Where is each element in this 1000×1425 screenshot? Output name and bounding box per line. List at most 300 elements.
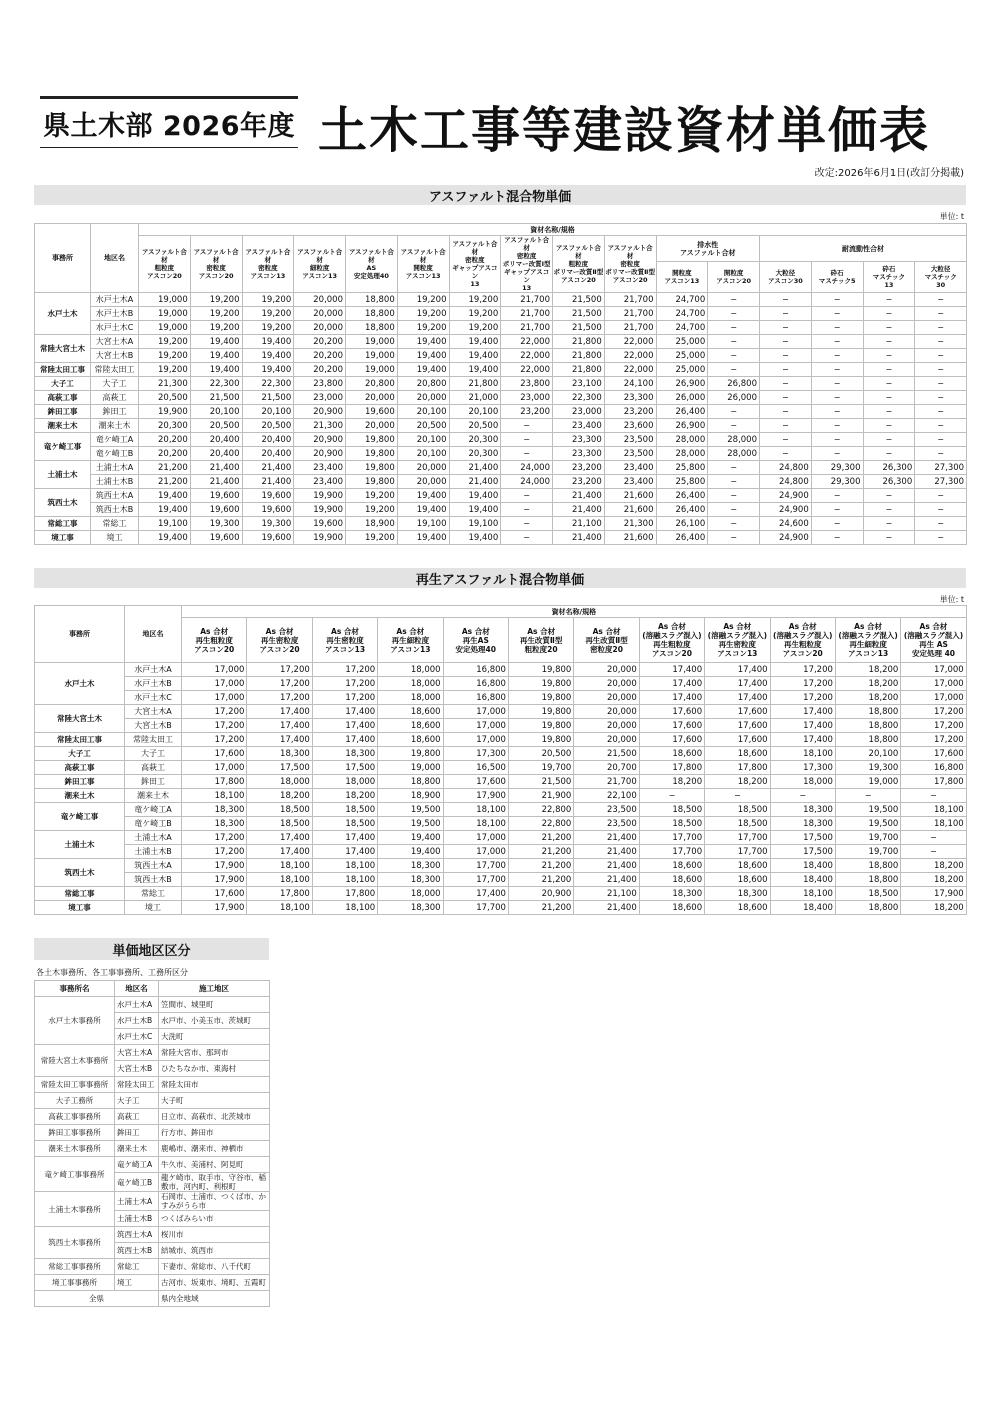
price-cell: 19,800	[378, 747, 443, 761]
price-cell: 19,200	[242, 307, 294, 321]
price-cell: 17,900	[182, 859, 247, 873]
price-cell: 21,800	[553, 335, 605, 349]
price-cell: −	[915, 349, 967, 363]
regions-section-title: 単価地区区分	[34, 938, 269, 960]
price-cell: 18,300	[378, 901, 443, 915]
price-cell: 19,400	[449, 335, 501, 349]
region-office-cell: 境工事事務所	[35, 1275, 115, 1291]
price-cell: 21,400	[574, 901, 639, 915]
office-cell: 常陸大宮土木	[35, 335, 91, 363]
price-cell: −	[708, 489, 760, 503]
price-cell: −	[760, 349, 812, 363]
price-cell: 18,100	[770, 887, 835, 901]
price-cell: 17,800	[182, 775, 247, 789]
price-cell: 17,200	[901, 705, 966, 719]
price-cell: 19,400	[397, 335, 449, 349]
price-cell: 18,300	[770, 817, 835, 831]
price-cell: −	[811, 307, 863, 321]
table-row	[35, 747, 967, 761]
price-cell: 19,600	[242, 489, 294, 503]
price-cell: 17,400	[247, 705, 312, 719]
price-cell: 18,300	[770, 803, 835, 817]
price-cell: 22,000	[501, 349, 553, 363]
price-cell: 21,100	[553, 517, 605, 531]
region-office-cell: 潮来土木事務所	[35, 1141, 115, 1157]
price-cell: −	[501, 447, 553, 461]
price-cell: −	[915, 335, 967, 349]
price-cell: 17,400	[639, 663, 704, 677]
asphalt-section-title: アスファルト混合物単価	[34, 185, 966, 205]
table-row	[35, 845, 967, 859]
price-cell: 23,400	[604, 475, 656, 489]
price-cell: 24,700	[656, 307, 708, 321]
price-cell: 21,500	[242, 391, 294, 405]
price-cell: −	[501, 489, 553, 503]
price-cell: 20,000	[294, 307, 346, 321]
table-row	[35, 719, 967, 733]
price-cell: 25,800	[656, 475, 708, 489]
price-cell: 19,400	[242, 335, 294, 349]
price-cell: 19,800	[346, 461, 398, 475]
recycled-unit-label: 単位: t	[939, 595, 964, 604]
price-cell: 21,400	[553, 489, 605, 503]
price-cell: 19,200	[242, 293, 294, 307]
price-cell: −	[901, 831, 966, 845]
price-cell: 17,500	[770, 831, 835, 845]
price-cell: 21,500	[508, 775, 573, 789]
price-cell: 18,500	[247, 803, 312, 817]
price-cell: 19,000	[139, 321, 191, 335]
price-cell: 21,700	[501, 293, 553, 307]
price-cell: 21,700	[501, 307, 553, 321]
price-cell: 18,500	[639, 803, 704, 817]
price-cell: 18,300	[378, 873, 443, 887]
region-row	[35, 1093, 270, 1109]
price-cell: 21,400	[190, 475, 242, 489]
region-row-all	[35, 1291, 270, 1307]
price-cell: 21,800	[449, 377, 501, 391]
region-row	[35, 1141, 270, 1157]
col-header-material: As 合材 (溶融スラグ混入) 再生粗粒度 アスコン20	[770, 618, 835, 663]
price-cell: 20,500	[139, 391, 191, 405]
office-cell: 常陸大宮土木	[35, 705, 125, 733]
price-cell: 20,400	[190, 433, 242, 447]
price-cell: 18,000	[378, 677, 443, 691]
col-header-area: 地区名	[125, 606, 182, 663]
price-cell: 23,400	[553, 419, 605, 433]
price-cell: −	[708, 475, 760, 489]
col-header-material: As 合材 再生改質Ⅱ型 粗粒度20	[508, 618, 573, 663]
price-cell: 21,600	[604, 489, 656, 503]
region-towns-cell: 水戸市、小美玉市、茨城町	[159, 1013, 270, 1029]
price-cell: 19,200	[139, 349, 191, 363]
area-cell: 竜ケ崎工A	[125, 803, 182, 817]
price-cell: 18,600	[639, 901, 704, 915]
col-header-material-group: 資材名称/規格	[182, 606, 967, 618]
region-office-cell: 水戸土木事務所	[35, 997, 115, 1045]
price-cell: 17,500	[770, 845, 835, 859]
area-cell: 水戸土木B	[125, 677, 182, 691]
price-cell: 19,700	[835, 831, 900, 845]
price-cell: 20,000	[294, 321, 346, 335]
price-cell: −	[811, 433, 863, 447]
price-cell: −	[915, 363, 967, 377]
price-cell: 17,200	[247, 691, 312, 705]
price-cell: 20,000	[294, 293, 346, 307]
price-cell: 26,400	[656, 405, 708, 419]
price-cell: 20,900	[294, 447, 346, 461]
price-cell: 21,600	[604, 503, 656, 517]
price-cell: 17,200	[312, 691, 377, 705]
region-area-cell: 大宮土木A	[115, 1045, 159, 1061]
price-cell: 17,800	[705, 761, 770, 775]
price-cell: 21,900	[508, 789, 573, 803]
price-cell: 23,500	[574, 803, 639, 817]
region-area-cell: 竜ケ崎工A	[115, 1157, 159, 1173]
table-row	[35, 489, 967, 503]
price-cell: 20,300	[449, 433, 501, 447]
price-cell: 17,700	[639, 845, 704, 859]
region-office-cell: 筑西土木事務所	[35, 1227, 115, 1259]
price-cell: −	[863, 531, 915, 545]
regions-note: 各土木事務所、各工事事務所、工務所区分	[36, 968, 188, 977]
price-cell: −	[811, 335, 863, 349]
price-cell: 17,400	[312, 845, 377, 859]
col-header-drainage-group: 排水性 アスファルト合材	[656, 236, 760, 262]
price-cell: 17,600	[705, 705, 770, 719]
price-cell: 20,000	[346, 391, 398, 405]
area-cell: 竜ケ崎工B	[125, 817, 182, 831]
office-cell: 境工事	[35, 531, 91, 545]
area-cell: 大宮土木B	[125, 719, 182, 733]
price-cell: 19,800	[508, 691, 573, 705]
price-cell: 20,900	[508, 887, 573, 901]
col-header-office: 事務所	[35, 224, 91, 293]
price-cell: 23,000	[294, 391, 346, 405]
price-cell: 17,600	[182, 747, 247, 761]
region-row	[35, 1077, 270, 1093]
price-cell: 22,000	[604, 349, 656, 363]
price-cell: 18,800	[835, 719, 900, 733]
price-cell: 19,200	[449, 293, 501, 307]
price-cell: 19,400	[139, 503, 191, 517]
price-cell: 19,200	[190, 307, 242, 321]
price-cell: 23,300	[553, 447, 605, 461]
table-row	[35, 517, 967, 531]
col-header-material: As 合材 (溶融スラグ混入) 再生密粒度 アスコン13	[705, 618, 770, 663]
price-cell: 19,800	[508, 663, 573, 677]
price-cell: 26,400	[656, 489, 708, 503]
region-towns-cell: つくばみらい市	[159, 1211, 270, 1227]
price-cell: 24,000	[501, 461, 553, 475]
price-cell: 16,800	[443, 677, 508, 691]
price-cell: 19,600	[190, 531, 242, 545]
price-cell: 18,200	[835, 663, 900, 677]
price-cell: −	[863, 321, 915, 335]
price-cell: 18,600	[705, 873, 770, 887]
price-cell: 18,300	[247, 747, 312, 761]
price-cell: 21,700	[501, 321, 553, 335]
price-cell: 19,900	[294, 531, 346, 545]
area-cell: 常陸太田工	[91, 363, 139, 377]
office-cell: 竜ケ崎工事	[35, 803, 125, 831]
region-area-cell: 土浦土木B	[115, 1211, 159, 1227]
price-cell: 28,000	[656, 447, 708, 461]
price-cell: 19,400	[397, 531, 449, 545]
price-cell: −	[863, 349, 915, 363]
price-cell: 26,800	[708, 377, 760, 391]
price-cell: 23,300	[553, 433, 605, 447]
price-cell: 24,900	[760, 531, 812, 545]
region-office-cell: 常総工事事務所	[35, 1259, 115, 1275]
price-cell: 19,400	[449, 531, 501, 545]
price-cell: 21,300	[294, 419, 346, 433]
price-cell: 20,100	[397, 433, 449, 447]
price-cell: 17,400	[705, 663, 770, 677]
col-header-material: As 合材 再生細粒度 アスコン13	[378, 618, 443, 663]
price-cell: −	[501, 517, 553, 531]
table-row	[35, 321, 967, 335]
price-cell: −	[705, 789, 770, 803]
price-cell: 18,600	[378, 705, 443, 719]
price-cell: 17,200	[901, 733, 966, 747]
price-cell: −	[863, 363, 915, 377]
price-cell: −	[915, 391, 967, 405]
price-cell: −	[863, 377, 915, 391]
table-row	[35, 531, 967, 545]
price-cell: −	[915, 419, 967, 433]
price-cell: 18,400	[770, 901, 835, 915]
region-office-cell: 土浦土木事務所	[35, 1192, 115, 1227]
region-towns-cell: 古河市、坂東市、境町、五霞町	[159, 1275, 270, 1291]
price-cell: 18,000	[247, 775, 312, 789]
price-cell: 17,000	[443, 705, 508, 719]
price-cell: −	[708, 531, 760, 545]
price-cell: 18,500	[639, 817, 704, 831]
price-cell: 18,200	[901, 859, 966, 873]
price-cell: 25,800	[656, 461, 708, 475]
price-cell: −	[708, 405, 760, 419]
region-row	[35, 1259, 270, 1275]
price-cell: −	[760, 433, 812, 447]
region-all-office: 全県	[35, 1291, 159, 1307]
table-row	[35, 775, 967, 789]
price-cell: 17,400	[705, 691, 770, 705]
price-cell: 21,600	[604, 531, 656, 545]
price-cell: 23,500	[604, 447, 656, 461]
price-cell: 21,700	[574, 775, 639, 789]
price-cell: 17,300	[770, 761, 835, 775]
price-cell: 18,800	[346, 307, 398, 321]
price-cell: 17,200	[182, 719, 247, 733]
price-cell: −	[915, 293, 967, 307]
price-cell: 23,100	[553, 377, 605, 391]
price-cell: 23,600	[604, 419, 656, 433]
price-cell: 20,500	[397, 419, 449, 433]
price-cell: 17,400	[312, 831, 377, 845]
recycled-price-table	[34, 605, 967, 915]
price-cell: 17,600	[639, 733, 704, 747]
region-towns-cell: 大洗町	[159, 1029, 270, 1045]
price-cell: 17,600	[182, 887, 247, 901]
office-cell: 筑西土木	[35, 489, 91, 517]
price-cell: 21,500	[553, 307, 605, 321]
price-cell: 19,400	[378, 831, 443, 845]
price-cell: 19,200	[346, 531, 398, 545]
price-cell: 21,400	[574, 831, 639, 845]
price-cell: −	[915, 503, 967, 517]
price-cell: 19,500	[835, 817, 900, 831]
price-cell: 17,300	[443, 747, 508, 761]
price-cell: 22,800	[508, 817, 573, 831]
price-cell: 19,400	[139, 489, 191, 503]
price-cell: 21,400	[449, 461, 501, 475]
price-cell: 17,600	[901, 747, 966, 761]
price-cell: 18,000	[770, 775, 835, 789]
table-row	[35, 677, 967, 691]
price-cell: 19,200	[242, 321, 294, 335]
price-cell: 23,500	[574, 817, 639, 831]
price-cell: −	[708, 517, 760, 531]
price-cell: −	[708, 419, 760, 433]
price-cell: 18,800	[378, 775, 443, 789]
price-cell: 16,800	[443, 691, 508, 705]
price-cell: 23,200	[604, 405, 656, 419]
price-cell: 17,900	[182, 873, 247, 887]
region-office-cell: 竜ケ崎工事事務所	[35, 1157, 115, 1192]
price-cell: 22,300	[553, 391, 605, 405]
area-cell: 筑西土木A	[91, 489, 139, 503]
price-cell: −	[760, 447, 812, 461]
price-cell: 26,300	[863, 461, 915, 475]
price-cell: −	[915, 377, 967, 391]
price-cell: 17,400	[247, 719, 312, 733]
page-title: 土木工事等建設資材単価表	[318, 102, 931, 159]
price-cell: −	[708, 307, 760, 321]
price-cell: 23,000	[501, 391, 553, 405]
area-cell: 水戸土木C	[91, 321, 139, 335]
table-row	[35, 461, 967, 475]
col-header-material: アスファルト合材 密粒度 ギャップアスコン 13	[449, 236, 501, 293]
price-cell: 17,000	[443, 733, 508, 747]
price-cell: −	[770, 789, 835, 803]
price-cell: −	[760, 405, 812, 419]
price-cell: −	[501, 433, 553, 447]
price-cell: 18,200	[835, 677, 900, 691]
price-cell: 17,400	[312, 719, 377, 733]
price-cell: 19,200	[190, 293, 242, 307]
price-cell: −	[811, 293, 863, 307]
price-cell: 17,400	[770, 705, 835, 719]
price-cell: 18,100	[312, 901, 377, 915]
price-cell: 18,900	[346, 517, 398, 531]
table-row	[35, 349, 967, 363]
region-area-cell: 土浦土木A	[115, 1192, 159, 1211]
price-cell: −	[708, 335, 760, 349]
price-cell: 18,800	[835, 873, 900, 887]
col-header-material: 砕石 マスチック 13	[863, 262, 915, 293]
price-cell: 20,100	[835, 747, 900, 761]
price-cell: 19,400	[449, 363, 501, 377]
price-cell: 18,800	[346, 321, 398, 335]
area-cell: 竜ケ崎工A	[91, 433, 139, 447]
col-header-material: 開粒度 アスコン20	[708, 262, 760, 293]
region-table	[34, 980, 270, 1307]
price-cell: 18,100	[770, 747, 835, 761]
price-cell: 20,200	[294, 349, 346, 363]
price-cell: 19,000	[346, 335, 398, 349]
office-cell: 鉾田工事	[35, 405, 91, 419]
price-cell: 20,000	[397, 475, 449, 489]
price-cell: 18,100	[312, 873, 377, 887]
price-cell: 19,500	[378, 803, 443, 817]
price-cell: 20,900	[294, 433, 346, 447]
price-cell: 18,000	[378, 691, 443, 705]
price-cell: 19,900	[294, 489, 346, 503]
office-cell: 竜ケ崎工事	[35, 433, 91, 461]
office-cell: 常総工事	[35, 517, 91, 531]
price-cell: 21,700	[604, 321, 656, 335]
price-cell: 22,100	[574, 789, 639, 803]
price-cell: 17,000	[901, 691, 966, 705]
price-cell: 19,400	[397, 363, 449, 377]
price-cell: 17,000	[901, 663, 966, 677]
office-cell: 筑西土木	[35, 859, 125, 887]
price-cell: 24,900	[760, 503, 812, 517]
price-cell: 19,000	[835, 775, 900, 789]
table-row	[35, 433, 967, 447]
col-header-material: As 合材 再生粗粒度 アスコン20	[182, 618, 247, 663]
price-cell: 18,200	[901, 873, 966, 887]
price-cell: 21,500	[553, 321, 605, 335]
price-cell: −	[835, 789, 900, 803]
price-cell: 17,000	[443, 719, 508, 733]
price-cell: 23,200	[553, 461, 605, 475]
price-cell: −	[915, 307, 967, 321]
price-cell: 19,200	[139, 363, 191, 377]
price-cell: 22,000	[501, 363, 553, 377]
price-cell: 17,200	[312, 677, 377, 691]
price-cell: 19,000	[139, 293, 191, 307]
price-cell: 19,500	[835, 803, 900, 817]
price-cell: −	[863, 447, 915, 461]
region-office-cell: 常陸太田工事事務所	[35, 1077, 115, 1093]
price-cell: −	[760, 377, 812, 391]
price-cell: −	[811, 377, 863, 391]
region-area-cell: 水戸土木C	[115, 1029, 159, 1045]
region-col-towns: 施工地区	[159, 981, 270, 997]
price-cell: 17,200	[770, 663, 835, 677]
price-cell: 21,300	[139, 377, 191, 391]
area-cell: 土浦土木A	[91, 461, 139, 475]
price-cell: 18,500	[705, 803, 770, 817]
price-cell: 20,100	[449, 405, 501, 419]
col-header-area: 地区名	[91, 224, 139, 293]
area-cell: 常陸太田工	[125, 733, 182, 747]
price-cell: 20,400	[242, 433, 294, 447]
price-cell: 19,400	[242, 363, 294, 377]
table-row	[35, 405, 967, 419]
office-cell: 土浦土木	[35, 831, 125, 859]
price-cell: −	[811, 503, 863, 517]
price-cell: −	[708, 293, 760, 307]
price-cell: −	[863, 489, 915, 503]
price-cell: −	[811, 517, 863, 531]
price-cell: 21,100	[574, 887, 639, 901]
price-cell: 19,200	[139, 335, 191, 349]
price-cell: −	[915, 447, 967, 461]
price-cell: −	[863, 293, 915, 307]
